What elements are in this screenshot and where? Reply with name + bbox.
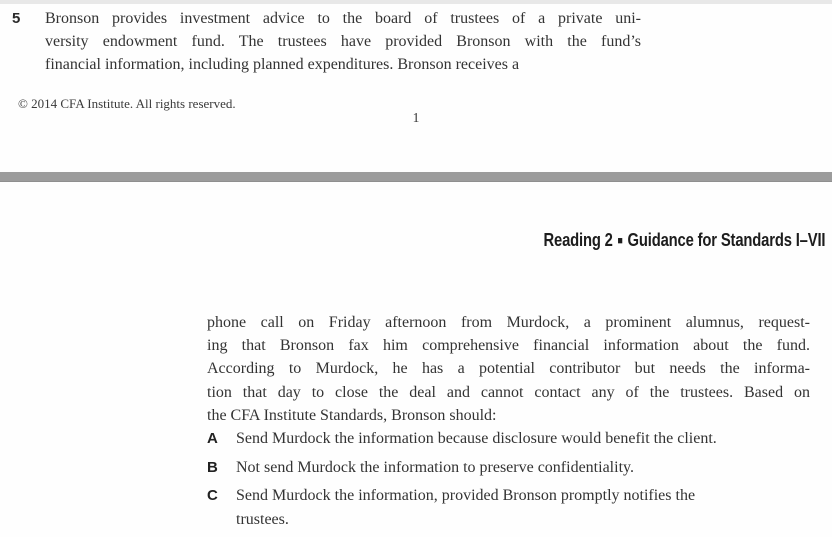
option-text: Send Murdock the information because disclosure would benefit the client. (236, 430, 717, 447)
question-line: Bronson provides investment advice to the board of trustees of a private uni- (45, 10, 641, 27)
option-letter: B (207, 458, 218, 476)
paragraph-line: phone call on Friday afternoon from Murdock, a prominent alumnus, request- (207, 314, 810, 331)
answer-option-a (207, 427, 810, 451)
paragraph-line: ing that Bronson fax him comprehensive financial information about the fund. (207, 337, 810, 355)
reading-label: Reading 2 (543, 229, 613, 250)
question-number: 5 (12, 10, 21, 27)
copyright-notice: © 2014 CFA Institute. All rights reserved. (18, 96, 236, 111)
question-line: versity endowment fund. The trustees have provided Bronson with the fund’s (45, 33, 641, 50)
answer-option-c (207, 484, 810, 531)
option-text-line: Send Murdock the information, provided Bronson promptly notifies the (236, 487, 696, 504)
question-line: financial information, including planned expenditures. Bronson receives a (45, 56, 520, 73)
answer-options (207, 427, 810, 536)
answer-option-b (207, 456, 810, 480)
question-block (12, 7, 641, 76)
option-text: Not send Murdock the information to preserve confidentiality. (236, 458, 634, 476)
option-text-line: trustees. (236, 510, 289, 528)
paragraph-line: the CFA Institute Standards, Bronson should: (207, 406, 497, 424)
clipped-previous-text-row (0, 0, 832, 4)
option-letter: A (207, 430, 218, 447)
option-letter: C (207, 487, 218, 504)
running-head-title: Guidance for Standards I–VII (627, 229, 825, 250)
paragraph-line: tion that day to close the deal and cannot contact any of the trustees. Based on (207, 383, 810, 401)
square-bullet-icon: ■ (617, 235, 623, 247)
question-text (45, 7, 641, 76)
running-head-text (543, 229, 825, 251)
option-text (236, 484, 810, 531)
page-break-divider (0, 172, 832, 182)
running-head (473, 229, 825, 251)
question-continuation-paragraph (207, 311, 810, 427)
paragraph-line: According to Murdock, he has a potential contributor but needs the informa- (207, 360, 810, 378)
page-number: 1 (412, 110, 420, 125)
